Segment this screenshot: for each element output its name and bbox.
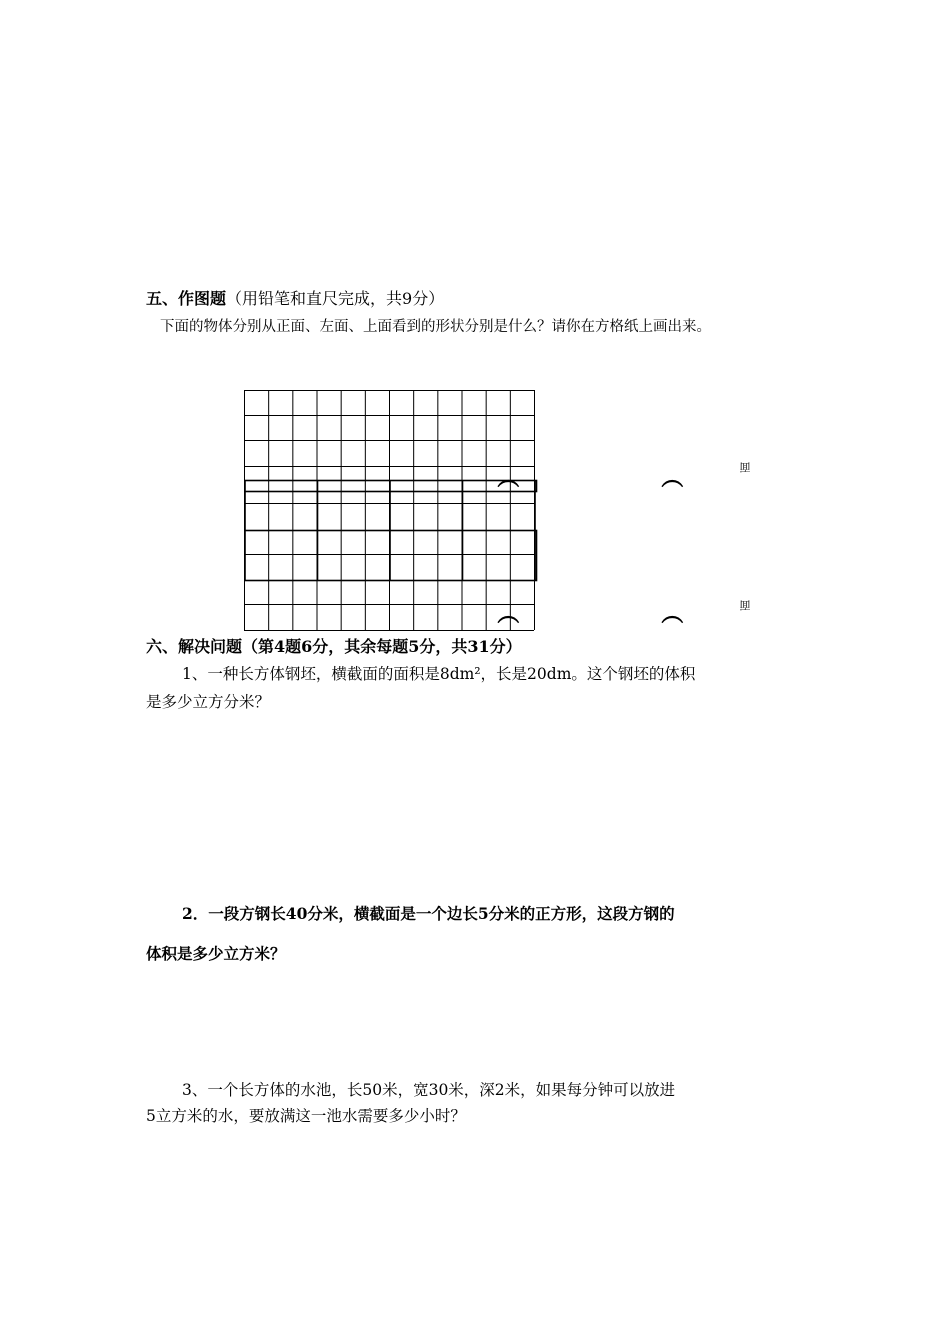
view-label-2: 面 xyxy=(739,600,752,611)
view-label-1: 面 xyxy=(739,462,752,473)
grid-paper xyxy=(244,390,540,634)
q3-line1: 3、一个长方体的水池，长50米，宽30米，深2米，如果每分钟可以放进 xyxy=(182,1081,676,1099)
q2-line2: 体积是多少立方米？ xyxy=(146,944,286,963)
view-bracket-3: （ xyxy=(658,465,685,489)
q1-line2: 是多少立方分米？ xyxy=(146,693,271,711)
q1-line1: 1、一种长方体钢坯，横截面的面积是8dm²，长是20dm。这个钢坯的体积 xyxy=(182,665,696,683)
section5-title: 五、作图题 xyxy=(146,289,227,308)
view-bracket-1: （ xyxy=(494,465,521,489)
view-bracket-4: （ xyxy=(658,601,685,625)
q2-line1: 2．一段方钢长40分米，横截面是一个边长5分米的正方形，这段方钢的 xyxy=(182,904,675,923)
view-bracket-2: （ xyxy=(494,601,521,625)
section5-heading xyxy=(146,286,444,309)
section5-instruction: 下面的物体分别从正面、左面、上面看到的形状分别是什么？请你在方格纸上画出来。 xyxy=(160,319,711,335)
section6-heading: 六、解决问题（第4题6分，其余每题5分，共31分） xyxy=(146,637,522,656)
q3-line2: 5立方米的水，要放满这一池水需要多少小时？ xyxy=(146,1107,466,1125)
section5-note: （用铅笔和直尺完成，共9分） xyxy=(226,289,445,308)
